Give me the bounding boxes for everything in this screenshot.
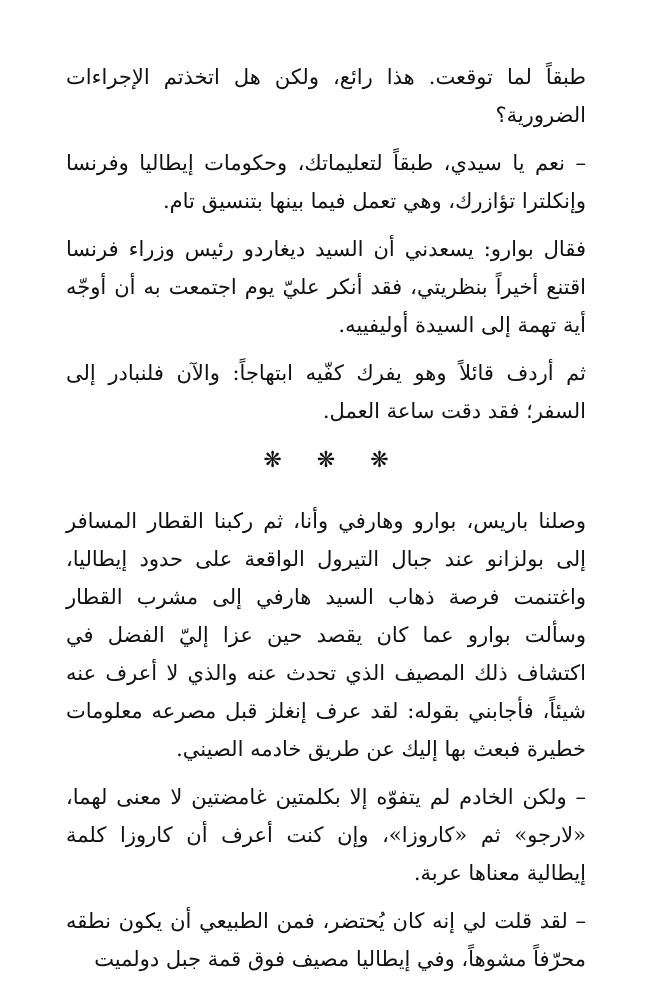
paragraph-4: ثم أردف قائلاً وهو يفرك كفّيه ابتهاجاً: والآن فلنبادر إلى السفر؛ فقد دقت ساعة العمل.: [66, 361, 586, 423]
paragraph-3: فقال بوارو: يسعدني أن السيد ديغاردو رئيس وزراء فرنسا اقتنع أخيراً بنظريتي، فقد أنكر عليّ يوم اجتمعت به أن أوجّه أية تهمة إلى السيدة أوليفييه.: [66, 237, 586, 337]
section-divider: [66, 442, 586, 480]
divider-star-icon: ❋: [370, 448, 389, 473]
divider-star-icon: ❋: [263, 448, 282, 473]
paragraph-5: وصلنا باريس، بوارو وهارفي وأنا، ثم ركبنا القطار المسافر إلى بولزانو عند جبال التيرول الواقعة على حدود إيطاليا، واغتنمت فرصة ذهاب السيد هارفي إلى مشرب القطار وسألت بوارو عما كان يقصد حين عزا إليّ الفضل في اكتشاف ذلك المصيف الذي تحدث عنه والذي لا أعرف عنه شيئاً، فأجابني بقوله: لقد عرف إنغلز قبل مصرعه معلومات خطيرة فبعث بها إليك عن طريق خادمه الصيني.: [66, 509, 586, 761]
paragraph-6: – ولكن الخادم لم يتفوّه إلا بكلمتين غامضتين لا معنى لهما، «لارجو» ثم «كاروزا»، وإن كنت أعرف أن كاروزا كلمة إيطالية معناها عربة.: [66, 785, 586, 885]
book-page: [66, 58, 586, 978]
paragraph-2: – نعم يا سيدي، طبقاً لتعليماتك، وحكومات إيطاليا وفرنسا وإنكلترا تؤازرك، وهي تعمل فيما بينها بتنسيق تام.: [66, 151, 586, 213]
divider-star-icon: ❋: [316, 448, 336, 473]
paragraph-7: – لقد قلت لي إنه كان يُحتضر، فمن الطبيعي أن يكون نطقه محرّفاً مشوهاً، وفي إيطاليا مصيف فوق قمة جبل دولميت: [66, 909, 586, 971]
paragraph-1: طبقاً لما توقعت. هذا رائع، ولكن هل اتخذتم الإجراءات الضرورية؟: [66, 65, 586, 127]
